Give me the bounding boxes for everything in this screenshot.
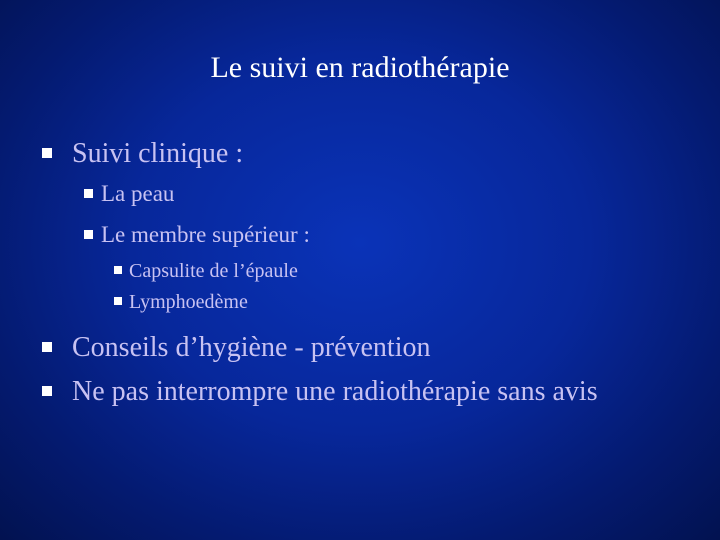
square-bullet-icon [42,148,52,158]
bullet-item-ne-pas-interrompre [42,375,598,409]
bullet-text: Capsulite de l’épaule [129,260,298,282]
bullet-item-lymphoedeme [114,290,248,314]
slide-title: Le suivi en radiothérapie [210,51,510,84]
square-bullet-icon [84,230,93,239]
bullet-item-membre-superieur [84,221,310,249]
bullet-text: Le membre supérieur : [101,222,310,247]
square-bullet-icon [114,266,122,274]
square-bullet-icon [114,297,122,305]
square-bullet-icon [42,386,52,396]
bullet-item-conseils-hygiene [42,331,430,365]
bullet-item-suivi-clinique [42,137,243,171]
bullet-item-capsulite [114,259,298,283]
bullet-text: La peau [101,181,175,206]
bullet-item-la-peau [84,180,174,208]
square-bullet-icon [42,342,52,352]
bullet-text: Conseils d’hygiène - prévention [72,332,431,363]
square-bullet-icon [84,189,93,198]
bullet-text: Lymphoedème [129,291,248,313]
bullet-text: Suivi clinique : [72,138,244,169]
bullet-text: Ne pas interrompre une radiothérapie sans avis [72,376,598,407]
